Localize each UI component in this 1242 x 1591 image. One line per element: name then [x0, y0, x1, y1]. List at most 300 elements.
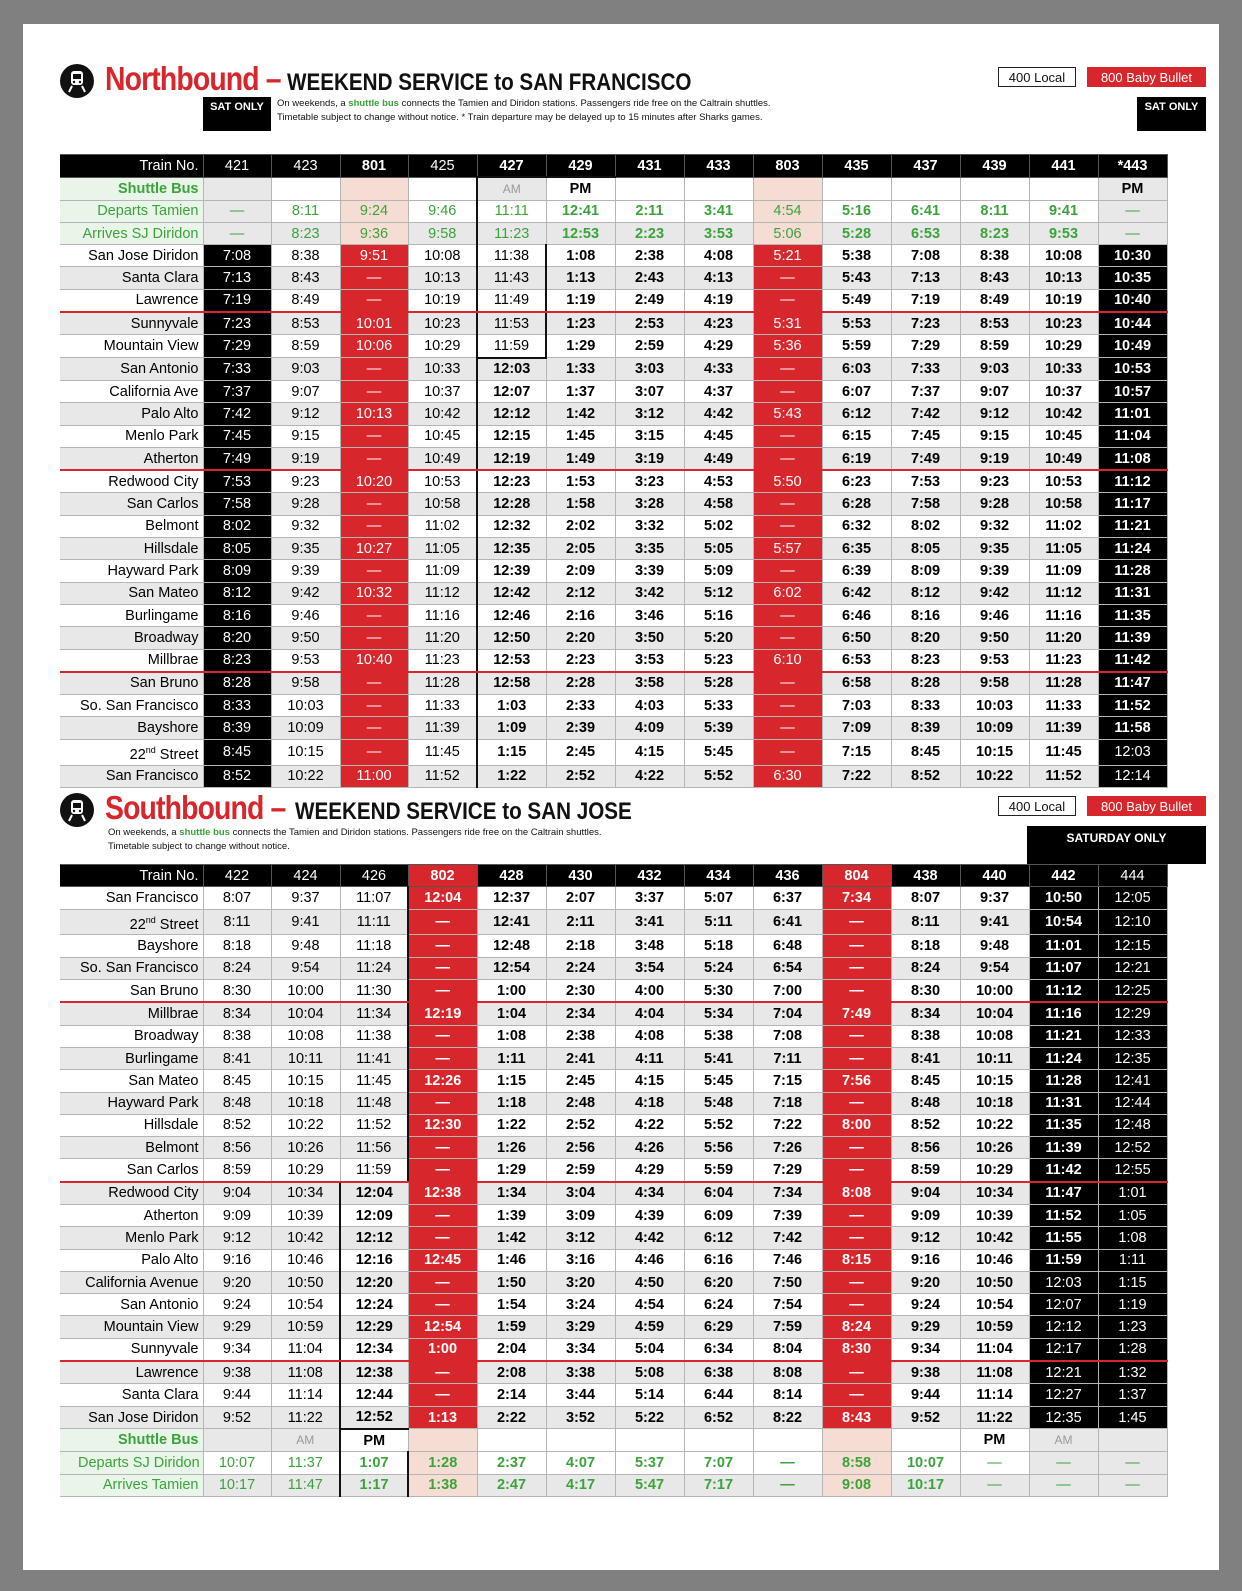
departure-time: — — [753, 604, 822, 626]
departure-time: 3:12 — [615, 403, 684, 425]
departure-time: — — [822, 1025, 891, 1047]
departure-time: 12:20 — [340, 1271, 408, 1293]
departure-time: — — [822, 935, 891, 957]
departure-time: 5:43 — [822, 267, 891, 289]
shuttle-marker: AM — [271, 1429, 340, 1452]
departure-time: 5:52 — [684, 765, 753, 787]
departure-time: 4:15 — [615, 739, 684, 765]
departure-time: 4:23 — [684, 312, 753, 335]
shuttle-row — [60, 1452, 1167, 1474]
departure-time: 3:15 — [615, 425, 684, 447]
departure-time: 8:09 — [891, 560, 960, 582]
departure-time: 1:45 — [1098, 1406, 1167, 1429]
departure-time: 10:08 — [408, 245, 477, 267]
departure-time: 12:04 — [340, 1182, 408, 1205]
departure-time: 7:56 — [822, 1070, 891, 1092]
shuttle-time: 8:58 — [822, 1452, 891, 1474]
departure-time: 2:12 — [546, 582, 615, 604]
departure-time: 11:47 — [1098, 672, 1167, 695]
departure-time: 7:49 — [891, 447, 960, 470]
departure-time: 10:22 — [960, 765, 1029, 787]
station-name: Mountain View — [60, 335, 203, 358]
departure-time: 10:53 — [408, 470, 477, 493]
station-name: Menlo Park — [60, 425, 203, 447]
departure-time: — — [753, 380, 822, 402]
departure-time: 11:24 — [1098, 538, 1167, 560]
departure-time: 7:11 — [753, 1047, 822, 1069]
departure-time: 11:42 — [1029, 1159, 1098, 1182]
departure-time: 10:15 — [960, 1070, 1029, 1092]
departure-time: 9:37 — [271, 887, 340, 909]
shuttle-marker — [408, 177, 477, 200]
shuttle-time: — — [203, 200, 271, 222]
departure-time: 7:49 — [203, 447, 271, 470]
departure-time: 9:23 — [271, 470, 340, 493]
departure-time: 11:12 — [408, 582, 477, 604]
station-row — [60, 403, 1167, 425]
departure-time: 6:30 — [753, 765, 822, 787]
shuttle-marker — [615, 1429, 684, 1452]
shuttle-time: 10:17 — [203, 1474, 271, 1496]
departure-time: 12:52 — [1098, 1137, 1167, 1159]
departure-time: 8:59 — [891, 1159, 960, 1182]
departure-time: 12:55 — [1098, 1159, 1167, 1182]
departure-time: 10:29 — [408, 335, 477, 358]
northbound-notes — [277, 97, 771, 125]
departure-time: 10:08 — [1029, 245, 1098, 267]
departure-time: 9:23 — [960, 470, 1029, 493]
departure-time: 1:11 — [1098, 1249, 1167, 1271]
departure-time: 12:17 — [1029, 1338, 1098, 1361]
departure-time: 9:24 — [203, 1294, 271, 1316]
departure-time: 12:48 — [1098, 1114, 1167, 1136]
departure-time: — — [753, 358, 822, 381]
departure-time: 11:08 — [1098, 447, 1167, 470]
departure-time: 12:29 — [1098, 1002, 1167, 1025]
departure-time: 9:16 — [891, 1249, 960, 1271]
train-number: 438 — [891, 865, 960, 887]
station-row — [60, 1137, 1167, 1159]
station-row — [60, 1316, 1167, 1338]
train-number: 427 — [477, 155, 546, 178]
departure-time: 1:50 — [477, 1271, 546, 1293]
departure-time: 1:15 — [1098, 1271, 1167, 1293]
departure-time: 9:28 — [271, 493, 340, 515]
departure-time: 11:16 — [408, 604, 477, 626]
departure-time: 7:08 — [891, 245, 960, 267]
departure-time: 10:45 — [1029, 425, 1098, 447]
shuttle-time: — — [753, 1474, 822, 1496]
departure-time: — — [408, 935, 477, 957]
departure-time: 1:11 — [477, 1047, 546, 1069]
departure-time: 10:29 — [960, 1159, 1029, 1182]
departure-time: 5:43 — [753, 403, 822, 425]
departure-time: — — [408, 1025, 477, 1047]
departure-time: 1:33 — [546, 358, 615, 381]
departure-time: 12:35 — [477, 538, 546, 560]
departure-time: 11:28 — [408, 672, 477, 695]
departure-time: 8:02 — [203, 515, 271, 537]
station-name: Santa Clara — [60, 267, 203, 289]
departure-time: 7:04 — [753, 1002, 822, 1025]
departure-time: 9:29 — [203, 1316, 271, 1338]
train-number: 444 — [1098, 865, 1167, 887]
departure-time: 6:09 — [684, 1204, 753, 1226]
station-row — [60, 1384, 1167, 1406]
departure-time: 11:45 — [1029, 739, 1098, 765]
departure-time: — — [822, 1227, 891, 1249]
departure-time: 3:38 — [546, 1361, 615, 1384]
departure-time: 10:42 — [271, 1227, 340, 1249]
departure-time: 12:50 — [477, 627, 546, 649]
departure-time: 9:09 — [891, 1204, 960, 1226]
departure-time: 3:53 — [615, 649, 684, 672]
departure-time: 6:35 — [822, 538, 891, 560]
departure-time: 1:22 — [477, 765, 546, 787]
departure-time: 12:45 — [408, 1249, 477, 1271]
departure-time: 6:10 — [753, 649, 822, 672]
departure-time: 6:07 — [822, 380, 891, 402]
shuttle-time: — — [1098, 222, 1167, 244]
departure-time: 8:56 — [891, 1137, 960, 1159]
departure-time: 11:02 — [408, 515, 477, 537]
departure-time: 11:39 — [1029, 717, 1098, 739]
departure-time: 7:42 — [891, 403, 960, 425]
departure-time: 4:29 — [684, 335, 753, 358]
departure-time: 9:34 — [203, 1338, 271, 1361]
departure-time: — — [822, 1159, 891, 1182]
service-label: WEEKEND SERVICE to SAN FRANCISCO — [287, 69, 692, 96]
train-no-label: Train No. — [60, 155, 203, 178]
station-row — [60, 1294, 1167, 1316]
departure-time: 10:40 — [340, 649, 408, 672]
departure-time: 3:52 — [546, 1406, 615, 1429]
shuttle-time: 4:07 — [546, 1452, 615, 1474]
departure-time: 10:42 — [1029, 403, 1098, 425]
departure-time: 8:05 — [891, 538, 960, 560]
departure-time: — — [753, 717, 822, 739]
departure-time: 11:38 — [477, 245, 546, 267]
shuttle-time: 7:07 — [684, 1452, 753, 1474]
shuttle-time: 12:53 — [546, 222, 615, 244]
shuttle-time: 5:06 — [753, 222, 822, 244]
departure-time: 4:34 — [615, 1182, 684, 1205]
train-number: 423 — [271, 155, 340, 178]
departure-time: 3:04 — [546, 1182, 615, 1205]
departure-time: 1:59 — [477, 1316, 546, 1338]
departure-time: 4:03 — [615, 695, 684, 717]
station-name: Hillsdale — [60, 538, 203, 560]
departure-time: 2:38 — [546, 1025, 615, 1047]
departure-time: 12:10 — [1098, 909, 1167, 935]
shuttle-bus-link: shuttle bus — [348, 98, 399, 109]
departure-time: 10:49 — [1029, 447, 1098, 470]
shuttle-time: — — [1098, 1474, 1167, 1496]
departure-time: 6:42 — [822, 582, 891, 604]
departure-time: — — [822, 1204, 891, 1226]
departure-time: 11:55 — [1029, 1227, 1098, 1249]
departure-time: 2:34 — [546, 1002, 615, 1025]
departure-time: — — [822, 1137, 891, 1159]
station-name: San Bruno — [60, 672, 203, 695]
train-number: 432 — [615, 865, 684, 887]
departure-time: 12:15 — [1098, 935, 1167, 957]
shuttle-time: — — [960, 1474, 1029, 1496]
shuttle-time: 8:11 — [960, 200, 1029, 222]
departure-time: 9:32 — [271, 515, 340, 537]
station-name: San Jose Diridon — [60, 1406, 203, 1429]
departure-time: 10:23 — [408, 312, 477, 335]
station-row — [60, 1182, 1167, 1205]
departure-time: 4:11 — [615, 1047, 684, 1069]
departure-time: — — [822, 1271, 891, 1293]
departure-time: 10:18 — [960, 1092, 1029, 1114]
station-row — [60, 1092, 1167, 1114]
departure-time: — — [340, 515, 408, 537]
shuttle-marker — [203, 1429, 271, 1452]
departure-time: — — [340, 447, 408, 470]
departure-time: 8:34 — [203, 1002, 271, 1025]
departure-time: 10:03 — [960, 695, 1029, 717]
departure-time: — — [340, 627, 408, 649]
departure-time: 12:30 — [408, 1114, 477, 1136]
departure-time: 1:04 — [477, 1002, 546, 1025]
shuttle-time: 11:23 — [477, 222, 546, 244]
shuttle-marker — [408, 1429, 477, 1452]
train-number: 803 — [753, 155, 822, 178]
departure-time: 9:41 — [271, 909, 340, 935]
departure-time: 1:08 — [546, 245, 615, 267]
shuttle-time: 8:11 — [271, 200, 340, 222]
departure-time: 11:45 — [408, 739, 477, 765]
departure-time: 3:58 — [615, 672, 684, 695]
departure-time: 8:45 — [203, 1070, 271, 1092]
departure-time: 7:29 — [891, 335, 960, 358]
departure-time: 3:03 — [615, 358, 684, 381]
departure-time: — — [340, 604, 408, 626]
departure-time: 8:53 — [271, 312, 340, 335]
departure-time: 5:21 — [753, 245, 822, 267]
departure-time: 10:58 — [408, 493, 477, 515]
departure-time: 12:26 — [408, 1070, 477, 1092]
departure-time: 2:43 — [615, 267, 684, 289]
shuttle-time: 10:07 — [203, 1452, 271, 1474]
departure-time: 8:38 — [203, 1025, 271, 1047]
departure-time: 10:23 — [1029, 312, 1098, 335]
departure-time: 1:58 — [546, 493, 615, 515]
departure-time: 11:28 — [1029, 1070, 1098, 1092]
departure-time: — — [408, 1137, 477, 1159]
departure-time: 5:52 — [684, 1114, 753, 1136]
shuttle-marker: PM — [1098, 177, 1167, 200]
station-name: Belmont — [60, 515, 203, 537]
departure-time: 10:13 — [408, 267, 477, 289]
departure-time: 8:24 — [203, 957, 271, 979]
departure-time: 10:45 — [408, 425, 477, 447]
departure-time: 8:48 — [203, 1092, 271, 1114]
departure-time: 12:58 — [477, 672, 546, 695]
departure-time: 1:08 — [1098, 1227, 1167, 1249]
departure-time: 3:48 — [615, 935, 684, 957]
departure-time: 4:59 — [615, 1316, 684, 1338]
shuttle-marker — [822, 177, 891, 200]
departure-time: 9:35 — [271, 538, 340, 560]
departure-time: 8:52 — [891, 765, 960, 787]
station-name: Burlingame — [60, 1047, 203, 1069]
departure-time: 6:29 — [684, 1316, 753, 1338]
station-name: 22nd Street — [60, 739, 203, 765]
shuttle-time: 3:41 — [684, 200, 753, 222]
direction-label: Southbound – — [105, 789, 286, 826]
train-number: 804 — [822, 865, 891, 887]
departure-time: 10:59 — [960, 1316, 1029, 1338]
departure-time: — — [753, 695, 822, 717]
departure-time: 6:58 — [822, 672, 891, 695]
departure-time: 12:27 — [1029, 1384, 1098, 1406]
departure-time: — — [340, 425, 408, 447]
departure-time: 4:39 — [615, 1204, 684, 1226]
departure-time: 7:19 — [203, 289, 271, 312]
departure-time: — — [340, 695, 408, 717]
departure-time: 4:53 — [684, 470, 753, 493]
departure-time: 8:28 — [203, 672, 271, 695]
departure-time: 8:38 — [891, 1025, 960, 1047]
departure-time: 11:52 — [1029, 1204, 1098, 1226]
departure-time: 6:15 — [822, 425, 891, 447]
departure-time: 5:59 — [822, 335, 891, 358]
train-number: 435 — [822, 155, 891, 178]
shuttle-marker — [546, 1429, 615, 1452]
departure-time: 8:52 — [891, 1114, 960, 1136]
departure-time: 11:53 — [477, 312, 546, 335]
station-name: San Antonio — [60, 358, 203, 381]
station-row — [60, 538, 1167, 560]
departure-time: 5:48 — [684, 1092, 753, 1114]
departure-time: 12:21 — [1029, 1361, 1098, 1384]
departure-time: 9:29 — [891, 1316, 960, 1338]
departure-time: 3:29 — [546, 1316, 615, 1338]
departure-time: 3:46 — [615, 604, 684, 626]
shuttle-time: 2:11 — [615, 200, 684, 222]
departure-time: 11:38 — [340, 1025, 408, 1047]
departure-time: 5:20 — [684, 627, 753, 649]
departure-time: 10:58 — [1029, 493, 1098, 515]
shuttle-marker — [684, 1429, 753, 1452]
shuttle-time: 5:47 — [615, 1474, 684, 1496]
departure-time: 8:08 — [753, 1361, 822, 1384]
station-row — [60, 515, 1167, 537]
departure-time: 6:37 — [753, 887, 822, 909]
station-row — [60, 957, 1167, 979]
departure-time: 1:00 — [408, 1338, 477, 1361]
departure-time: 11:08 — [960, 1361, 1029, 1384]
shuttle-row — [60, 1474, 1167, 1496]
departure-time: 11:31 — [1098, 582, 1167, 604]
station-row — [60, 582, 1167, 604]
station-name: 22nd Street — [60, 909, 203, 935]
departure-time: 2:48 — [546, 1092, 615, 1114]
station-name: Sunnyvale — [60, 1338, 203, 1361]
departure-time: 9:46 — [960, 604, 1029, 626]
departure-time: 3:12 — [546, 1227, 615, 1249]
departure-time: 7:42 — [753, 1227, 822, 1249]
departure-time: 7:53 — [891, 470, 960, 493]
departure-time: 10:33 — [1029, 358, 1098, 381]
departure-time: 11:52 — [340, 1114, 408, 1136]
departure-time: 9:44 — [891, 1384, 960, 1406]
shuttle-time: — — [753, 1452, 822, 1474]
departure-time: 10:09 — [271, 717, 340, 739]
departure-time: 12:35 — [1098, 1047, 1167, 1069]
departure-time: 12:14 — [1098, 765, 1167, 787]
departure-time: 11:52 — [1029, 765, 1098, 787]
departure-time: — — [340, 380, 408, 402]
departure-time: 2:07 — [546, 887, 615, 909]
shuttle-time: 1:07 — [340, 1452, 408, 1474]
departure-time: 1:37 — [546, 380, 615, 402]
train-number: 441 — [1029, 155, 1098, 178]
departure-time: 2:33 — [546, 695, 615, 717]
departure-time: 7:29 — [203, 335, 271, 358]
station-row — [60, 717, 1167, 739]
departure-time: 8:18 — [203, 935, 271, 957]
train-number: 430 — [546, 865, 615, 887]
northbound-section — [60, 60, 1206, 785]
station-row — [60, 358, 1167, 381]
departure-time: 5:45 — [684, 1070, 753, 1092]
departure-time: 10:54 — [271, 1294, 340, 1316]
departure-time: 11:05 — [408, 538, 477, 560]
station-name: San Francisco — [60, 765, 203, 787]
departure-time: 5:39 — [684, 717, 753, 739]
departure-time: 11:30 — [340, 980, 408, 1003]
shuttle-row — [60, 222, 1167, 244]
departure-time: 3:24 — [546, 1294, 615, 1316]
station-row — [60, 739, 1167, 765]
departure-time: — — [408, 1271, 477, 1293]
departure-time: 3:44 — [546, 1384, 615, 1406]
departure-time: 7:59 — [753, 1316, 822, 1338]
departure-time: 12:21 — [1098, 957, 1167, 979]
station-row — [60, 604, 1167, 626]
station-name: Redwood City — [60, 1182, 203, 1205]
departure-time: 4:22 — [615, 765, 684, 787]
departure-time: 1:18 — [477, 1092, 546, 1114]
departure-time: 12:29 — [340, 1316, 408, 1338]
departure-time: 6:46 — [822, 604, 891, 626]
departure-time: 2:56 — [546, 1137, 615, 1159]
shuttle-marker — [615, 177, 684, 200]
departure-time: 3:42 — [615, 582, 684, 604]
shuttle-time: 11:47 — [271, 1474, 340, 1496]
departure-time: — — [753, 627, 822, 649]
departure-time: 10:42 — [408, 403, 477, 425]
departure-time: 8:30 — [822, 1338, 891, 1361]
note-text: On weekends, a — [277, 98, 349, 109]
departure-time: — — [753, 739, 822, 765]
train-number: 802 — [408, 865, 477, 887]
departure-time: 9:50 — [960, 627, 1029, 649]
departure-time: 1:42 — [477, 1227, 546, 1249]
station-row — [60, 1047, 1167, 1069]
station-name: Mountain View — [60, 1316, 203, 1338]
station-name: Belmont — [60, 1137, 203, 1159]
departure-time: 1:01 — [1098, 1182, 1167, 1205]
departure-time: 2:24 — [546, 957, 615, 979]
departure-time: 12:34 — [340, 1338, 408, 1361]
shuttle-marker: PM — [546, 177, 615, 200]
station-name: Atherton — [60, 1204, 203, 1226]
